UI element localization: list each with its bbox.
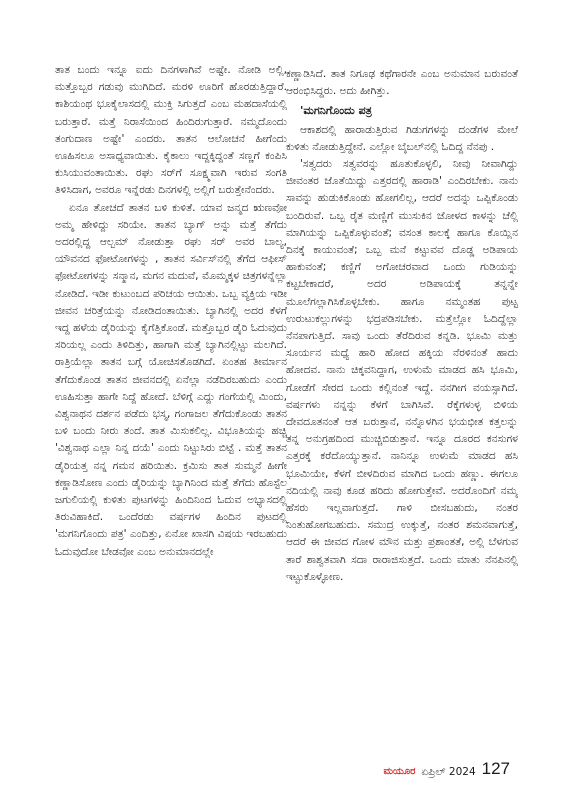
right-paragraph-1: ಕಣ್ಣಾಡಿಸಿದೆ. ತಾತ ನಿಗೂಢ ಕಥೆಗಾರನೇ ಎಂಬ ಅನುಮಾನ ಬರುವಂತೆ ಆರಂಭಿಸಿದ್ದರು. ಅದು ಹೀಗಿತ್ತು. xyxy=(286,68,518,98)
section-heading: 'ಮಗನಿಗೊಂದು ಪತ್ರ xyxy=(300,104,372,118)
right-column xyxy=(286,66,518,766)
issue-month: ಏಪ್ರಿಲ್ 2024 xyxy=(421,766,476,778)
page-footer xyxy=(384,760,511,778)
right-paragraph-2: ಆಕಾಶದಲ್ಲಿ ಹಾರಾಡುತ್ತಿರುವ ಗಿಡುಗಗಳನ್ನು ದಂಡೆಗಳ ಮೇಲೆ ಕುಳಿತು ನೋಡುತ್ತಿದ್ದೇನೆ. ಎಲ್ಲೋ ಬೈಬಲ್‌ನಲ್ಲಿ ಓದಿದ್ದ ನೆನಪು . xyxy=(286,123,518,153)
magazine-logo: ಮಯೂರ xyxy=(383,766,416,777)
left-column xyxy=(55,62,287,757)
page-number: 127 xyxy=(481,759,510,778)
left-paragraph-2: ಏನೂ ತೋಚದೆ ತಾತನ ಬಳಿ ಕುಳಿತೆ. ಯಾವ ಜನ್ಮದ ಋಣವೋ ಅಮ್ಮ ಹೇಳಿದ್ದು ಸರಿಯೇ. ತಾತನ ಬ್ಯಾಗ್ ಅನ್ನು ಮತ್ತೆ ತೆಗೆದು ಅದರಲ್ಲಿದ್ದ ಆಲ್ಬಮ್ ನೋಡುತ್ತಾ ರಘು ಸರ್ ಅವರ ಬಾಲ್ಯ, ಯೌವನದ ಫೋಟೋಗಳನ್ನು , ತಾತನ ಸರ್ವಿಸ್‌ನಲ್ಲಿ ತೆಗೆದ ಆಫೀಸ್ ಫೋಟೋಗಳನ್ನು ಸನ್ಮಾನ, ಮಗನ ಮದುವೆ, ಮೊಮ್ಮಕ್ಕಳ ಚಿತ್ರಗಳನ್ನೆಲ್ಲಾ ನೋಡಿದೆ. ಇಡೀ ಕುಟುಂಬದ ಪರಿಚಯ ಆಯಿತು. ಒಬ್ಬ ವ್ಯಕ್ತಿಯ ಇಡೀ ಜೀವನ ಚರಿತ್ರೆಯನ್ನು ನೋಡಿದಂತಾಯಿತು. ಬ್ಯಾಗಿನಲ್ಲಿ ಅದರ ಕೆಳಗೆ ಇದ್ದ ಹಳೆಯ ಡೈರಿಯನ್ನು ಕೈಗೆತ್ತಿಕೊಂಡೆ. ಮತ್ತೊಬ್ಬರ ಡೈರಿ ಓದುವುದು ಸರಿಯಲ್ಲ ಎಂದು ತಿಳಿದಿತ್ತು, ಹಾಗಾಗಿ ಮತ್ತೆ ಬ್ಯಾಗಿನಲ್ಲಿಟ್ಟು ಮಲಗಿದೆ. ರಾತ್ರಿಯೆಲ್ಲಾ ತಾತನ ಬಗ್ಗೆ ಯೋಚಿಸತೊಡಗಿದೆ. ಏಂತಹ ತೀರ್ಮಾನ ತೆಗೆದುಕೊಂಡ ತಾತನ ಜೀವನದಲ್ಲಿ ಏನೆಲ್ಲಾ ನಡೆದಿರಬಹುದು ಎಂದು ಊಹಿಸುತ್ತಾ ಹಾಗೇ ನಿದ್ದೆ ಹೋದೆ. ಬೆಳಿಗ್ಗೆ ಎದ್ದು ಗಂಗೆಯಲ್ಲಿ ಮಿಂದು, ವಿಶ್ವನಾಥನ ದರ್ಶನ ಪಡೆದು ಭಸ್ಮ, ಗಂಗಾಜಲ ತೆಗೆದುಕೊಂಡು ತಾತನ ಬಳಿ ಬಂದು ನೀರು ತಂದೆ. ತಾತ ಮಿಸುಕಲಿಲ್ಲ. ವಿಭೂತಿಯನ್ನು ಹಚ್ಚಿ 'ವಿಶ್ವನಾಥ ಎಲ್ಲಾ ನಿನ್ನ ದಯೆ' ಎಂದು ನಿಟ್ಟುಸಿರು ಬಿಟ್ಟೆ . ಮತ್ತೆ ತಾತನ ಡೈರಿಯತ್ತ ನನ್ನ ಗಮನ ಹರಿಯಿತು. ಕ್ರಮಿಸು ತಾತ ಸುಮ್ಮನೆ ಹೀಗೇ ಕಣ್ಣಾಡಿಸೋಣ ಎಂದು ಡೈರಿಯನ್ನು ಬ್ಯಾಗಿನಿಂದ ಮತ್ತೆ ತೆಗೆದು ಹೊಸ್ಟೆಲ ಜಗುಲಿಯಲ್ಲಿ ಕುಳಿತು ಪುಟಗಳನ್ನು ಹಿಂದಿನಿಂದ ಓದುವ ಅಭ್ಯಾಸದಲ್ಲಿ ತಿರುವಿಹಾಕಿದೆ. ಒಂದೆರಡು ವರ್ಷಗಳ ಹಿಂದಿನ ಪುಟದಲ್ಲಿ 'ಮಗನಿಗೊಂದು ಪತ್ರ' ಎಂದಿತ್ತು, ಏನೋ ಖಾಸಗಿ ವಿಷಯ ಇರಬಹುದು ಓದುವುದೋ ಬೇಡವೋ ಎಂಬ ಅನುಮಾನದಲ್ಲೇ xyxy=(55,201,287,558)
right-paragraph-3: 'ಸತ್ವದರು ಸತ್ವವರನ್ನು ಹೂತುಕೊಳ್ಳಲಿ, ನೀವು ನೀವಾಗಿದ್ದು ಜೀವಂತರ ಜೊತೆಯಿದ್ದು ಎತ್ತರದಲ್ಲಿ ಹಾರಾಡಿ' ಎಂದಿರಬೇಕು. ನಾನು ಸಾವನ್ನು ಹುಡುಕಿಕೊಂಡು ಹೋಗಲಿಲ್ಲ, ಆದರೆ ಅದನ್ನು ಒಪ್ಪಿಕೊಂಡು ಬಂದಿರುವೆ. ಒಬ್ಬ ರೈತ ಮಣ್ಣಿಗೆ ಮುಸುಕಿನ ಜೋಳದ ಕಾಳನ್ನು ಚೆಲ್ಲಿ ಮಾಗಿಯನ್ನು ಒಪ್ಪಿಕೊಳ್ಳುವಂತೆ; ವಸಂತ ಕಾಲಕ್ಕೆ ಹಾಗೂ ಕೊಯ್ಲಿನ ದಿನಕ್ಕೆ ಕಾಯುವಂತೆ; ಒಬ್ಬ ಮನೆ ಕಟ್ಟುವವ ದೊಡ್ಡ ಅಡಿಪಾಯ ಹಾಕುವಂತೆ; ಕಣ್ಣಿಗೆ ಅಗೋಚರವಾದ ಒಂದು ಗುಡಿಯನ್ನು ಕಟ್ಟಬೇಕಾದರೆ, ಅದರ ಅಡಿಪಾಯಕ್ಕೆ ತನ್ನನ್ನೇ ಮೂಲೆಗಲ್ಲಾಗಿಸಿಕೊಳ್ಳಬೇಕು. ಹಾಗೂ ನಮ್ಮಂತಹ ಪುಟ್ಟ ಉರುಟುಕಲ್ಲುಗಳನ್ನು ಭದ್ರಪಡಿಸಬೇಕು. ಮತ್ತೆಲ್ಲೋ ಓದಿದ್ದೆಲ್ಲಾ ನೆನಪಾಗುತ್ತಿದೆ. ಸಾವು ಒಂದು ತೆರೆದಿರುವ ಕನ್ನಡಿ. ಭೂಮಿ ಮತ್ತು ಸೂರ್ಯನ ಮಧ್ಯೆ ಹಾರಿ ಹೋದ ಹಕ್ಕಿಯ ನೆರಳಿನಂತೆ ಹಾದು ಹೋದವ. ನಾನು ಚಿಕ್ಕವನಿದ್ದಾಗ, ಉಳುಮೆ ಮಾಡದ ಹಸಿ ಭೂಮಿ, ಗೋಡೆಗೆ ಸೇರದ ಒಂದು ಕಲ್ಲಿನಂತೆ ಇದ್ದೆ. ನನಗೀಗ ವಯಸ್ಸಾಗಿದೆ. ವರ್ಷಗಳು ನನ್ನನ್ನು ಕೆಳಗೆ ಬಾಗಿಸಿವೆ. ರೆಕ್ಕೆಗಳುಳ್ಳ ಬಿಳಿಯ ದೇವದೂತನಂತೆ ಆತ ಬರುತ್ತಾನೆ, ನನ್ನೊಳಗಿನ ಭಯಭೀತ ಕತ್ತಲನ್ನು ತನ್ನ ಅನುಗ್ರಹದಿಂದ ಮುಚ್ಚಿಬಿಡುತ್ತಾನೆ. ಇನ್ನೂ ದೂರದ ಕನಸುಗಳ ಎತ್ತರಕ್ಕೆ ಕರೆದೊಯ್ಯುತ್ತಾನೆ. ನಾನಿನ್ನೂ ಉಳುಮೆ ಮಾಡದ ಹಸಿ ಭೂಮಿಯೇ, ಕೆಳಗೆ ಬೀಳದಿರುವ ಮಾಗಿದ ಒಂದು ಹಣ್ಣು. ಈಗಲೂ ನದಿಯಲ್ಲಿ ನಾವು ಕೂಡ ಹರಿದು ಹೋಗುತ್ತೇವೆ. ಅದರೊಂದಿಗೆ ನಮ್ಮ ಹೆಸರು ಇಲ್ಲವಾಗುತ್ತದೆ. ಗಾಳಿ ಬೀಸಬಹುದು, ನಂತರ ನಿಂತುಹೋಗಬಹುದು. ಸಮುದ್ರ ಉಕ್ಕುತ್ತೆ, ನಂತರ ಶಮನವಾಗುತ್ತೆ, ಆದರೆ ಈ ಜೀವದ ಗೋಳ ಮೌನ ಮತ್ತು ಪ್ರಶಾಂತತೆ, ಅಲ್ಲಿ ಬೆಳಗುವ ತಾರೆ ಶಾಶ್ವತವಾಗಿ ಸದಾ ರಾರಾಜಿಸುತ್ತದೆ. ಒಂದು ಮಾತು ನೆನಪಿನಲ್ಲಿ ಇಟ್ಟುಕೊಳ್ಳೋಣ. xyxy=(286,158,518,583)
left-paragraph-1: ತಾತ ಬಂದು ಇನ್ನೂ ಐದು ದಿನಗಳಾಗಿವೆ ಅಷ್ಟೇ. ನೋಡಿ ಅಲ್ಲಿ, ಮತ್ತೊಬ್ಬರ ಗಡುವು ಮುಗಿದಿದೆ. ಮರಳಿ ಊರಿಗೆ ಹೊರಡುತ್ತಿದ್ದಾರೆ. ಕಾಶಿಯಂಥ ಭೂಕೈಲಾಸದಲ್ಲಿ ಮುಕ್ತಿ ಸಿಗುತ್ತದೆ ಎಂಬ ಮಹದಾಸೆಯಲ್ಲಿ ಬರುತ್ತಾರೆ. ಮತ್ತೆ ನಿರಾಸೆಯಿಂದ ಹಿಂದಿರುಗುತ್ತಾರೆ. ನಮ್ಮದೊಂದು ತಂಗುದಾಣ ಅಷ್ಟೇ' ಎಂದರು. ತಾತನ ಆಲೋಚನೆ ಹೀಗೆಂದು ಊಹಿಸಲೂ ಅಸಾಧ್ಯವಾಯಿತು. ಕೈಕಾಲು ಇದ್ದಕ್ಕಿದ್ದಂತೆ ಸಣ್ಣಗೆ ಕಂಪಿಸಿ ಕುಸಿಯುವಂತಾಯಿತು. ರಘು ಸರ್‌ಗೆ ಸೂಕ್ಷ್ಮವಾಗಿ ಇರುವ ಸಂಗತಿ ತಿಳಿಸಿದಾಗ, ಅವರೂ ಇನ್ನೆರಡು ದಿನಗಳಲ್ಲಿ ಅಲ್ಲಿಗೆ ಬರುತ್ತೇನೆಂದರು. xyxy=(55,64,287,197)
